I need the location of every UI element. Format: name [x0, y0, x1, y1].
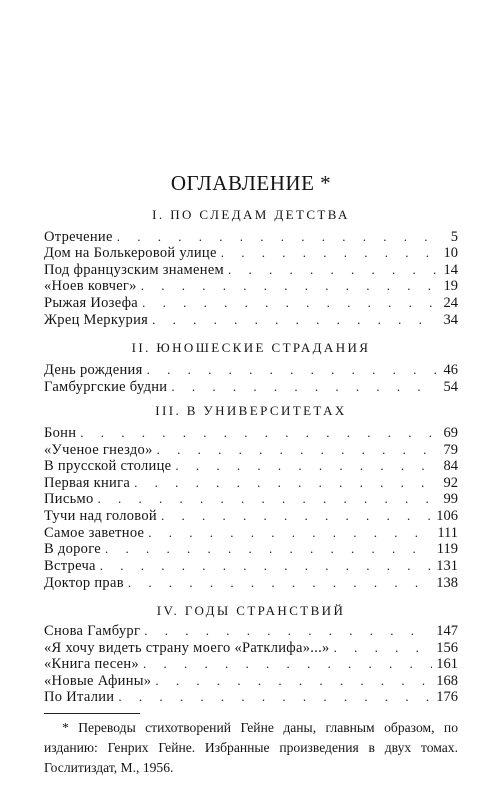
toc-entry [44, 379, 458, 397]
toc-entry [44, 491, 458, 509]
toc-entry-page: 161 [436, 656, 458, 672]
toc-entry-title: Отречение [44, 229, 113, 245]
toc-entry-title: Доктор прав [44, 575, 124, 591]
toc-entry-page: 79 [443, 442, 458, 458]
toc-entry-page: 14 [443, 262, 458, 278]
dot-leader [175, 458, 438, 474]
dot-leader [148, 525, 433, 541]
toc-entry-page: 106 [436, 508, 458, 524]
toc-entry [44, 458, 458, 476]
toc-entry [44, 278, 458, 296]
dot-leader [134, 475, 438, 491]
dot-leader [144, 623, 432, 639]
dot-leader [155, 673, 432, 689]
toc-entry [44, 362, 458, 380]
toc-entry-page: 10 [443, 245, 458, 261]
toc-entry-title: По Италии [44, 689, 115, 705]
toc-entry-page: 5 [450, 229, 458, 245]
toc-entry-page: 147 [436, 623, 458, 639]
toc-entry-page: 84 [443, 458, 458, 474]
dot-leader [147, 362, 438, 378]
dot-leader [152, 312, 438, 328]
toc-entry [44, 656, 458, 674]
toc-entry-title: Бонн [44, 425, 77, 441]
toc-entry-page: 92 [443, 475, 458, 491]
toc-entry-title: «Я хочу видеть страну моего «Ратклифа»...» [44, 640, 330, 656]
toc-entry [44, 508, 458, 526]
dot-leader [105, 541, 433, 557]
dot-leader [161, 508, 432, 524]
toc-entry-page: 54 [443, 379, 458, 395]
toc-entry-title: «Новые Афины» [44, 673, 152, 689]
toc-entry [44, 558, 458, 576]
toc-entry-title: В дороге [44, 541, 102, 557]
toc-entry-title: Жрец Меркурия [44, 312, 149, 328]
toc-entry-title: Первая книга [44, 475, 131, 491]
toc-entry-title: Гамбургские будни [44, 379, 168, 395]
dot-leader [142, 295, 438, 311]
toc-entry [44, 575, 458, 593]
toc-entry-title: Дом на Болькеровой улице [44, 245, 217, 261]
dot-leader [228, 262, 438, 278]
dot-leader [334, 640, 433, 656]
toc-entry [44, 425, 458, 443]
toc-entry-page: 34 [443, 312, 458, 328]
toc-entry-title: Рыжая Иозефа [44, 295, 139, 311]
toc-entry-title: Самое заветное [44, 525, 145, 541]
page-title: ОГЛАВЛЕНИЕ * [170, 171, 332, 195]
dot-leader [221, 245, 438, 261]
toc-entry-page: 111 [437, 525, 458, 541]
toc-entry-title: Снова Гамбург [44, 623, 141, 639]
dot-leader [118, 689, 432, 705]
toc-entry [44, 689, 458, 707]
dot-leader [141, 278, 438, 294]
toc-entry-page: 69 [443, 425, 458, 441]
toc-entry-title: Встреча [44, 558, 96, 574]
toc-entry-page: 138 [436, 575, 458, 591]
dot-leader [128, 575, 432, 591]
toc-entry-title: «Ученое гнездо» [44, 442, 153, 458]
section-heading-3: III. В УНИВЕРСИТЕТАХ [155, 403, 347, 418]
toc-entry [44, 623, 458, 641]
dot-leader [80, 425, 438, 441]
footnote: * Переводы стихотворений Гейне даны, главным образом, по изданию: Генрих Гейне. Избранные произведения в двух томах. Гослитиздат, М., 1956. [44, 720, 458, 775]
section-heading-1: I. ПО СЛЕДАМ ДЕТСТВА [152, 207, 350, 222]
section-heading-2: II. ЮНОШЕСКИЕ СТРАДАНИЯ [131, 340, 371, 355]
dot-leader [98, 491, 438, 507]
toc-entry-page: 46 [443, 362, 458, 378]
toc-entry-title: Под французским знаменем [44, 262, 225, 278]
toc-entry-page: 176 [436, 689, 458, 705]
toc-entry-page: 24 [443, 295, 458, 311]
dot-leader [171, 379, 438, 395]
toc-entry-title: Письмо [44, 491, 94, 507]
dot-leader [143, 656, 432, 672]
toc-entry [44, 541, 458, 559]
toc-entry-title: «Книга песен» [44, 656, 139, 672]
toc-entry-page: 119 [436, 541, 458, 557]
toc-entry [44, 295, 458, 313]
toc-entry-page: 131 [436, 558, 458, 574]
toc-entry-title: В прусской столице [44, 458, 172, 474]
dot-leader [117, 229, 438, 245]
section-heading-4: IV. ГОДЫ СТРАНСТВИЙ [156, 603, 346, 618]
toc-entry-title: «Ноев ковчег» [44, 278, 137, 294]
toc-entry-page: 168 [436, 673, 458, 689]
toc-entry-page: 156 [436, 640, 458, 656]
footnote-rule [44, 713, 140, 714]
dot-leader [157, 442, 438, 458]
toc-entry-page: 99 [443, 491, 458, 507]
toc-entry [44, 312, 458, 330]
toc-entry-page: 19 [443, 278, 458, 294]
toc-entry [44, 245, 458, 263]
dot-leader [100, 558, 432, 574]
toc-entry-title: Тучи над головой [44, 508, 157, 524]
toc-entry-title: День рождения [44, 362, 143, 378]
